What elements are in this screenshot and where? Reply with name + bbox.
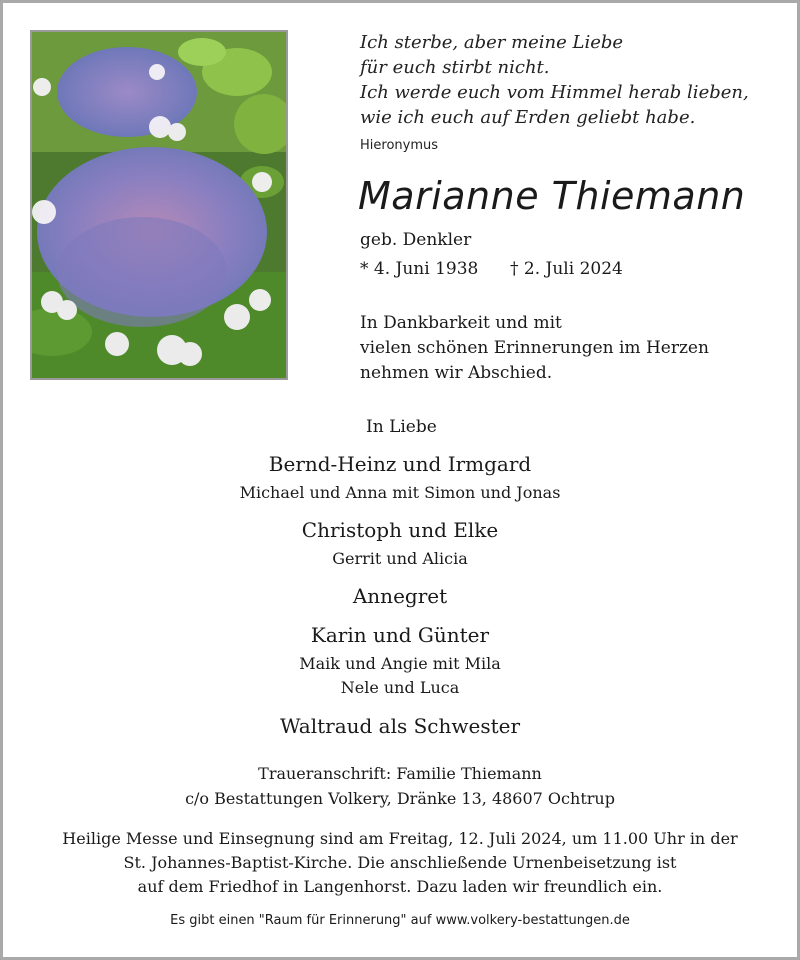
family-sub-2: Gerrit und Alicia <box>332 549 468 568</box>
family-main-2: Christoph und Elke <box>301 518 499 542</box>
family-main-4: Karin und Günter <box>310 623 490 647</box>
family-sub-1: Michael und Anna mit Simon und Jonas <box>239 483 561 502</box>
hydrangea-photo <box>30 30 288 380</box>
deceased-name: Marianne Thiemann <box>358 174 746 218</box>
footer-note: Es gibt einen "Raum für Erinnerung" auf www.volkery-bestattungen.de <box>170 913 630 928</box>
farewell-line: nehmen wir Abschied. <box>360 363 553 383</box>
farewell-line: In Dankbarkeit und mit <box>360 313 562 333</box>
family-sub-4a: Maik und Angie mit Mila <box>299 654 501 673</box>
poem-line: wie ich euch auf Erden geliebt habe. <box>360 107 696 128</box>
address-line-1: Traueranschrift: Familie Thiemann <box>258 764 542 783</box>
farewell-text <box>360 311 709 386</box>
family-main-3: Annegret <box>352 584 448 608</box>
birth-name: geb. Denkler <box>360 230 472 250</box>
death-date: † 2. Juli 2024 <box>510 259 623 279</box>
family-main-1: Bernd-Heinz und Irmgard <box>268 452 532 476</box>
in-love-label: In Liebe <box>366 417 437 437</box>
family-sub-4b: Nele und Luca <box>340 678 460 697</box>
poem-line: Ich sterbe, aber meine Liebe <box>360 32 624 53</box>
service-line-2: St. Johannes-Baptist-Kirche. Die anschließende Urnenbeisetzung ist <box>123 853 677 872</box>
service-line-3: auf dem Friedhof in Langenhorst. Dazu laden wir freundlich ein. <box>137 877 663 896</box>
farewell-line: vielen schönen Erinnerungen im Herzen <box>360 338 709 358</box>
life-dates <box>360 259 623 279</box>
poem-line: Ich werde euch vom Himmel herab lieben, <box>360 82 749 103</box>
poem-line: für euch stirbt nicht. <box>360 57 550 78</box>
address-line-2: c/o Bestattungen Volkery, Dränke 13, 48607 Ochtrup <box>185 789 615 808</box>
birth-date: * 4. Juni 1938 <box>360 259 479 279</box>
service-line-1: Heilige Messe und Einsegnung sind am Freitag, 12. Juli 2024, um 11.00 Uhr in der <box>62 829 738 848</box>
family-main-5: Waltraud als Schwester <box>279 714 521 738</box>
poem-author: Hieronymus <box>360 138 439 153</box>
poem <box>360 30 780 130</box>
